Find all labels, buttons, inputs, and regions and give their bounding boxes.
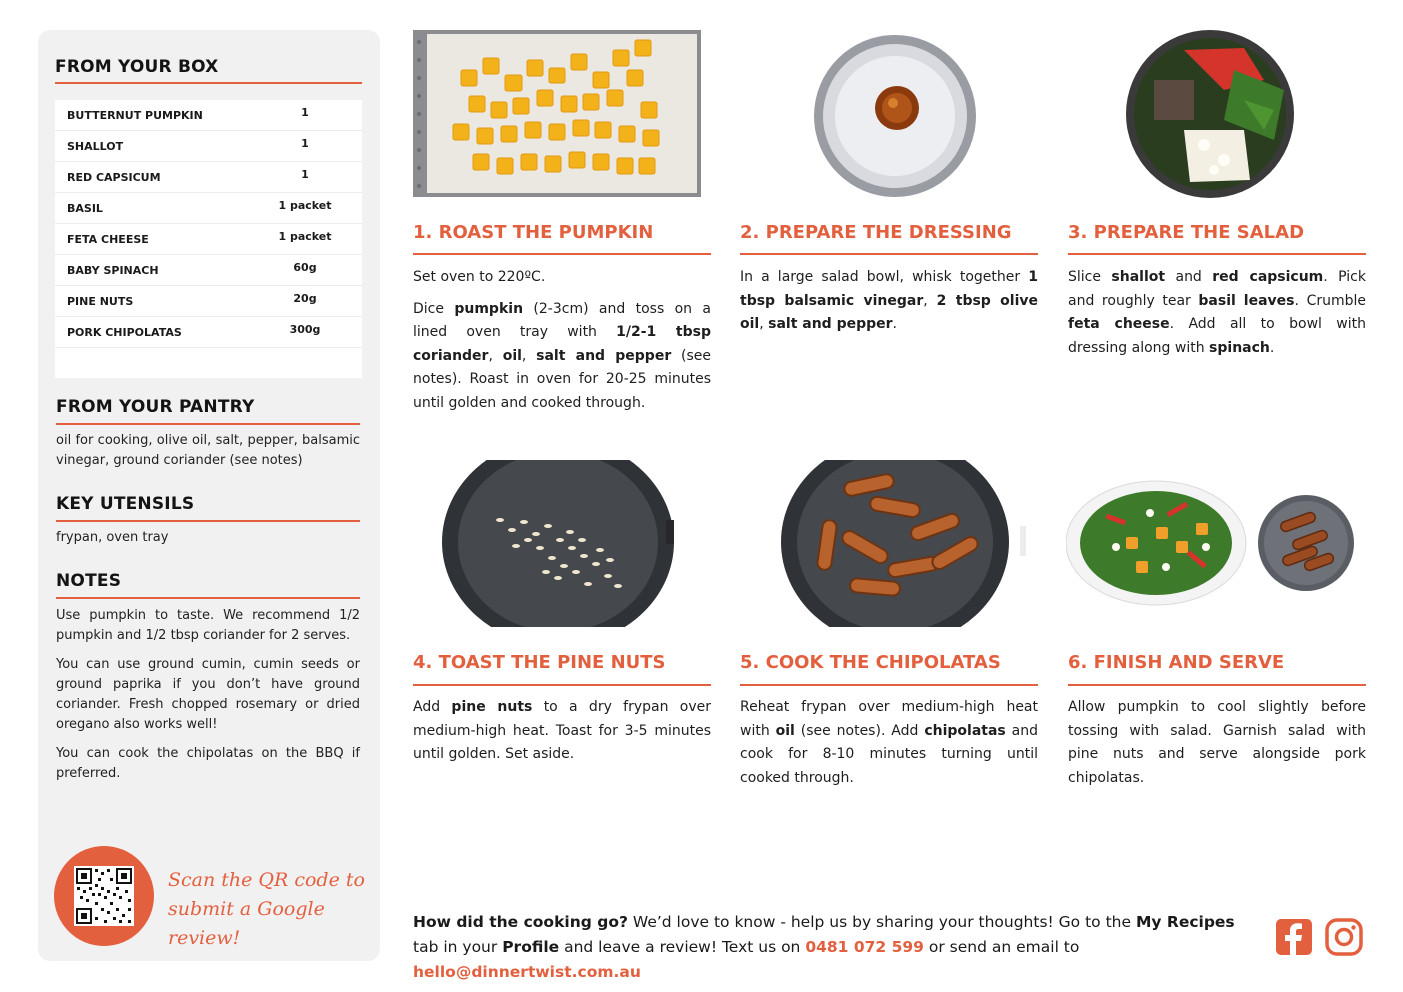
step-ingredient: spinach [1209, 339, 1270, 356]
step-title: 2. PREPARE THE DRESSING [740, 222, 1012, 243]
ingredient-name: BASIL [67, 202, 103, 215]
step-text [740, 266, 1038, 345]
footer-feedback [413, 910, 1263, 985]
step-text-run: Slice [1068, 269, 1112, 285]
step-rule [1068, 684, 1366, 686]
qr-code-badge[interactable] [54, 846, 154, 946]
phone-link[interactable]: 0481 072 599 [805, 938, 924, 956]
step-ingredient: salt and pepper [536, 347, 672, 364]
ingredient-name: RED CAPSICUM [67, 171, 161, 184]
ingredient-qty: 300g [289, 323, 321, 336]
qr-caption-line: submit a Google review! [168, 898, 325, 949]
qr-code[interactable] [74, 866, 134, 926]
step-text-run: In a large salad bowl, whisk together [740, 269, 1029, 285]
step-text-run: . [892, 316, 897, 332]
step-text-run: , [923, 292, 937, 309]
step-rule [413, 684, 711, 686]
step-ingredient: pumpkin [454, 300, 524, 317]
step-text-run: and [1165, 269, 1213, 285]
footer-question: How did the cooking go? [413, 913, 628, 931]
utensils-text: frypan, oven tray [56, 530, 169, 545]
step-ingredient: basil leaves [1198, 292, 1295, 309]
step-paragraph [1068, 696, 1366, 790]
step-text-run: Reheat frypan over medium-high heat with [740, 699, 1038, 739]
footer-text: or send an email to [923, 938, 1080, 956]
step-rule [413, 253, 711, 255]
ingredient-name: FETA CHEESE [67, 233, 149, 246]
from-your-box-title: FROM YOUR BOX [55, 57, 219, 77]
ingredient-name: SHALLOT [67, 140, 124, 153]
step-text-run: and cook for 8-10 minutes turning until cooked through. [740, 722, 1038, 786]
ingredient-row [55, 255, 362, 286]
step-text-run: to a dry frypan over medium-high heat. Toast for 3-5 minutes until golden. Set aside. [413, 699, 711, 762]
note-paragraph: Use pumpkin to taste. We recommend 1/2 pumpkin and 1/2 tbsp coriander for 2 serves. [56, 608, 360, 643]
step-text-run: . Crumble [1294, 292, 1366, 309]
step-title: 3. PREPARE THE SALAD [1068, 222, 1305, 243]
notes-text [56, 606, 360, 793]
step-ingredient: oil [775, 722, 795, 739]
qr-caption-line: Scan the QR code to [168, 869, 365, 891]
section-rule [56, 597, 360, 599]
profile-link[interactable]: Profile [502, 938, 560, 956]
ingredient-qty: 1 [301, 106, 309, 119]
step-paragraph [740, 696, 1038, 790]
step-rule [740, 684, 1038, 686]
ingredient-qty: 60g [293, 261, 317, 274]
step-text [413, 266, 711, 423]
step-ingredient: 1 tbsp balsamic vinegar [740, 269, 1038, 309]
step-rule [1068, 253, 1366, 255]
ingredient-row-empty [55, 348, 362, 378]
step-text-run: . Pick and roughly tear [1068, 269, 1366, 309]
step-text-run: (see notes). Add [794, 722, 925, 739]
step-text-run: Add [413, 699, 452, 715]
sidebar [38, 30, 380, 961]
step-ingredient: red capsicum [1212, 269, 1324, 285]
ingredient-name: BABY SPINACH [67, 264, 159, 277]
section-rule [56, 520, 360, 522]
pantry-title: FROM YOUR PANTRY [56, 397, 255, 417]
step-ingredient: shallot [1111, 269, 1166, 285]
step-paragraph [740, 266, 1038, 337]
step-ingredient: 2 tbsp olive oil [740, 292, 1039, 332]
facebook-icon[interactable] [1275, 918, 1313, 956]
step-text-run: Allow pumpkin to cool slightly before tossing with salad. Garnish salad with pine nuts and serve alongside pork chipolatas. [1068, 699, 1366, 786]
step-ingredient: feta cheese [1068, 316, 1170, 332]
photo-salad-bowl [1124, 30, 1296, 198]
footer-text: and leave a review! Text us on [559, 938, 806, 956]
step-ingredient: oil [502, 347, 522, 364]
step-text [740, 696, 1038, 798]
instagram-icon[interactable] [1325, 918, 1363, 956]
footer-text: tab in your [413, 938, 503, 956]
step-text-run: Set oven to 220ºC. [413, 269, 546, 285]
step-text-run: (see notes). Roast in oven for 20-25 minutes until golden and cooked through. [413, 347, 711, 411]
ingredient-row [55, 317, 362, 348]
step-ingredient: pine nuts [451, 699, 533, 715]
section-rule [56, 423, 360, 425]
step-text [1068, 266, 1366, 368]
step-rule [740, 253, 1038, 255]
my-recipes-link[interactable]: My Recipes [1135, 913, 1235, 931]
step-text-run: (2-3cm) and toss on a lined oven tray with [413, 300, 712, 340]
step-title: 4. TOAST THE PINE NUTS [413, 652, 666, 673]
ingredient-qty: 20g [293, 292, 317, 305]
photo-dressing-bowl [810, 33, 980, 199]
ingredient-row [55, 162, 362, 193]
ingredient-name: PINE NUTS [67, 295, 134, 308]
photo-chipolatas-pan [780, 460, 1030, 627]
step-paragraph [413, 298, 711, 416]
step-text-run: Dice [413, 300, 455, 317]
qr-caption [168, 866, 368, 953]
step-paragraph [413, 696, 711, 767]
ingredient-qty: 1 [301, 137, 309, 150]
step-text-run: , [521, 347, 537, 364]
ingredient-row [55, 131, 362, 162]
qr-code-icon [74, 866, 134, 926]
step-ingredient: chipolatas [924, 722, 1006, 739]
ingredient-row [55, 224, 362, 255]
step-text-run: , [759, 316, 769, 332]
step-title: 6. FINISH AND SERVE [1068, 652, 1285, 673]
step-ingredient: salt and pepper [768, 316, 893, 332]
photo-pine-nuts-pan [440, 460, 680, 627]
ingredient-row [55, 193, 362, 224]
note-paragraph: You can use ground cumin, cumin seeds or ground paprika if you don’t have ground coriander. Fresh chopped rosemary or dried oregano also works well! [56, 657, 360, 732]
utensils-title: KEY UTENSILS [56, 494, 195, 514]
step-text [413, 696, 711, 775]
step-text-run: , [488, 347, 503, 364]
ingredient-qty: 1 packet [278, 199, 332, 212]
step-paragraph [1068, 266, 1366, 360]
footer-text: We’d love to know - help us by sharing your thoughts! Go to the [627, 913, 1136, 931]
section-rule [55, 82, 362, 84]
photo-finished-dish [1066, 477, 1356, 610]
note-paragraph: You can cook the chipolatas on the BBQ if preferred. [56, 746, 360, 781]
ingredient-qty: 1 [301, 168, 309, 181]
ingredients-table [55, 100, 362, 378]
email-link[interactable]: hello@dinnertwist.com.au [413, 963, 641, 981]
step-title: 1. ROAST THE PUMPKIN [413, 222, 654, 243]
step-text-run: . Add all to bowl with dressing along with [1068, 316, 1366, 356]
step-text [1068, 696, 1366, 798]
pantry-text: oil for cooking, olive oil, salt, pepper, balsamic vinegar, ground coriander (see notes) [56, 433, 360, 468]
ingredient-name: BUTTERNUT PUMPKIN [67, 109, 203, 122]
photo-roast-pumpkin [413, 30, 701, 197]
step-paragraph [413, 266, 711, 290]
ingredient-qty: 1 packet [278, 230, 332, 243]
ingredient-row [55, 286, 362, 317]
step-text-run: . [1269, 339, 1275, 356]
step-title: 5. COOK THE CHIPOLATAS [740, 652, 1001, 673]
ingredient-name: PORK CHIPOLATAS [67, 326, 182, 339]
step-ingredient: 1/2-1 tbsp coriander [413, 324, 711, 364]
notes-title: NOTES [56, 571, 122, 591]
ingredient-row [55, 100, 362, 131]
